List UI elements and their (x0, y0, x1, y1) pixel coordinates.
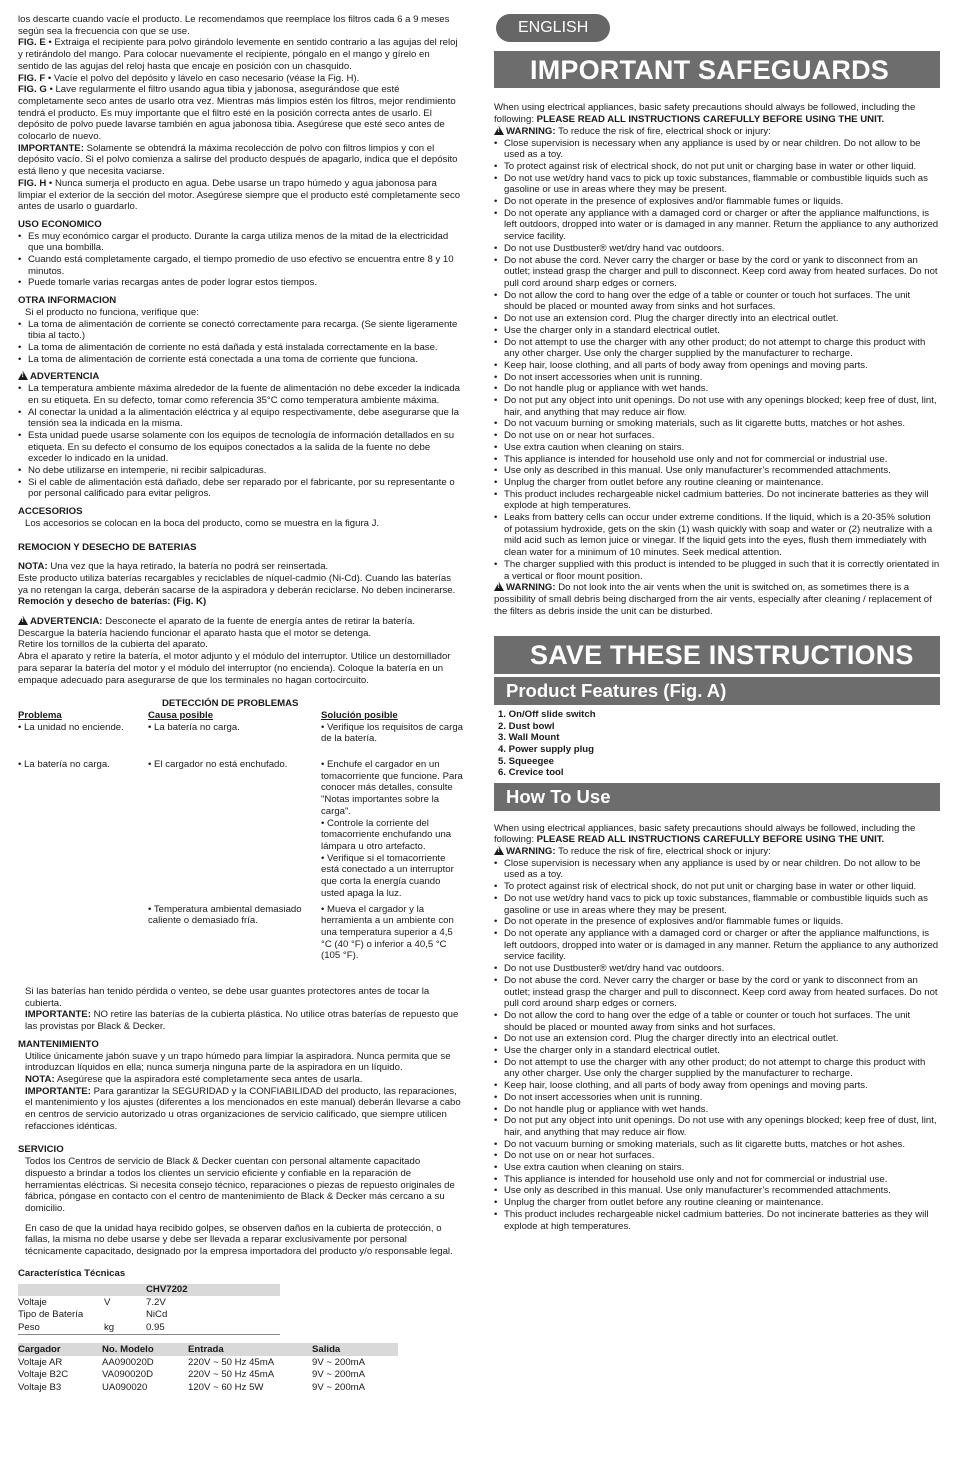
trouble-row (18, 759, 463, 899)
trouble-cell (18, 722, 148, 745)
feature-item: 4. Power supply plug (498, 744, 594, 755)
howto-item: • Do not use Dustbuster® wet/dry hand vac outdoors. (494, 963, 940, 975)
trouble-cell (18, 904, 148, 963)
safeguard-item: • Use the charger only in a standard electrical outlet. (494, 325, 940, 337)
mant-nota: NOTA: Asegúrese que la aspiradora esté completamente seca antes de usarla. (25, 1073, 363, 1085)
warning-icon (494, 126, 504, 135)
fig-label: FIG. F (18, 72, 46, 84)
howto-item: • Close supervision is necessary when any appliance is used by or near children. Do not allow to be used as a toy. (494, 858, 940, 881)
uso-item: • Puede tomarle varias recargas antes de poder lograr estos tiempos. (18, 277, 463, 289)
safeguard-item: • Leaks from battery cells can occur under extreme conditions. If the liquid, which is a 20-35% solution of potassium hydroxide, gets on the skin (1) wash quickly with soap and water or (2) neutralize with a mild acid such as lemon juice or vinegar. If the liquid gets into the eyes, flush them immediately with clean water for a minimum of 10 minutes. Seek medical attention. (494, 512, 940, 559)
charger-head-1: No. Modelo (102, 1343, 188, 1356)
trouble-line: • Mueva el cargador y la herramienta a un ambiente con una temperatura superior a 4,5 °C (40 °F) o inferior a 40,5 °C (105 °F). (321, 903, 454, 962)
acc-text: Los accesorios se colocan en la boca del producto, como se muestra en la figura J. (25, 517, 380, 529)
rem-fig: Remoción y desecho de baterías: (Fig. K) (18, 596, 207, 608)
fig-text: • Extraiga el recipiente para polvo girándolo levemente en sentido contrario a las agujas del reloj y retirándolo del mango. Para colocar nuevamente el recipiente, póngalo en el mango y gírelo en sentido de las agujas del reloj hasta que encaje en posición con un chasquido. (18, 37, 458, 72)
howto-item: • Use only as described in this manual. Use only manufacturer’s recommended attachments. (494, 1185, 940, 1197)
fig-paragraph (18, 84, 463, 143)
safeguard-item: • Do not operate any appliance with a damaged cord or charger or after the appliance malfunctions, is left outdoors, dropped into water or is damaged in any manner. Return the appliance to any authorized service facility. (494, 208, 940, 243)
trouble-cell (321, 759, 463, 899)
mant-text: Utilice únicamente jabón suave y un trapo húmedo para limpiar la aspiradora. Nunca permita que se introduzcan líquidos en ella; nunca sumerja ninguna parte de la aspiradora en un líquido. (25, 1050, 451, 1074)
trouble-cell (18, 759, 148, 899)
safeguard-item: • This product includes rechargeable nickel cadmium batteries. Do not incinerate batteries as they will explode at high temperatures. (494, 489, 940, 512)
safeguard-item: • To protect against risk of electrical shock, do not put unit or charging base in water or other liquid. (494, 161, 940, 173)
warning-icon (18, 616, 28, 625)
trouble-title: DETECCIÓN DE PROBLEMAS (162, 698, 299, 710)
howto-item: • Do not insert accessories when unit is running. (494, 1092, 940, 1104)
trouble-line: • Temperatura ambiental demasiado caliente o demasiado fría. (148, 903, 302, 927)
charger-cell: Voltaje AR (18, 1356, 63, 1368)
fig-text: • Lave regularmente el filtro usando agua tibia y jabonosa, asegurándose que esté completamente seco antes de usarlo otra vez. Mientras más limpios estén los filtros, mejor rendimiento tendrá el producto. Es muy importante que el filtro esté en la posición correcta antes de usarlo. El depósito de polvo puede lavarse también en agua jabonosa tibia. Asegúrese que esté seco antes de colocarlo de nuevo. (18, 84, 456, 143)
acc-title: ACCESORIOS (18, 506, 83, 518)
spec-cell: NiCd (146, 1309, 168, 1321)
save-title: SAVE THESE INSTRUCTIONS (494, 636, 940, 674)
trouble-cell (148, 759, 321, 899)
fig-label: FIG. H (18, 177, 47, 189)
howto-item: • Do not put any object into unit openings. Do not use with any openings blocked; keep free of dust, lint, hair, and anything that may reduce air flow. (494, 1115, 940, 1138)
trouble-row (18, 722, 463, 745)
safeguards-intro: When using electrical appliances, basic safety precautions should always be followed, including the following: PLEASE READ ALL INSTRUCTIONS CAREFULLY BEFORE USING THE UNIT. (494, 102, 916, 126)
spec-cell: V (104, 1296, 111, 1308)
safeguard-item: • Do not use on or near hot surfaces. (494, 430, 940, 442)
safeguard-item: • Do not attempt to use the charger with any other product; do not attempt to charge this product with any other charger. Use only the charger supplied by the manufacturer to recharge. (494, 337, 940, 360)
howto-item: • Do not vacuum burning or smoking materials, such as lit cigarette butts, matches or hot ashes. (494, 1139, 940, 1151)
intro-text: los descarte cuando vacíe el producto. Le recomendamos que reemplace los filtros cada 6 a 9 meses según sea la frecuencia con que se use. (18, 14, 450, 37)
charger-row (18, 1356, 398, 1369)
otra-intro: Si el producto no funciona, verifique que: (25, 306, 199, 318)
trouble-head-solution: Solución posible (321, 709, 398, 721)
spec-cell: 7.2V (146, 1296, 166, 1308)
howto-item: • Do not attempt to use the charger with any other product; do not attempt to charge this product with any other charger. Use only the charger supplied by the manufacturer to recharge. (494, 1057, 940, 1080)
fig-paragraph (18, 37, 463, 72)
trouble-line: • La batería no carga. (18, 759, 110, 771)
adv-item: • Al conectar la unidad a la alimentación eléctrica y al equipo respectivamente, debe asegurarse que la tensión sea la indicada en la misma. (18, 407, 463, 430)
safeguards-warning-2: !WARNING: Do not look into the air vents when the unit is switched on, as sometimes there is a possibility of small debris being discharged from the air vents, especially after cleaning / replacement of the filters as debris inside the unit can be disturbed. (494, 582, 940, 617)
otra-item: • La toma de alimentación de corriente está conectada a una toma de corriente que funciona. (18, 354, 463, 366)
serv-title: SERVICIO (18, 1144, 64, 1156)
safeguard-item: • Do not put any object into unit openings. Do not use with any openings blocked; keep free of dust, lint, hair, and anything that may reduce air flow. (494, 395, 940, 418)
mant-title: MANTENIMIENTO (18, 1038, 99, 1050)
safeguard-item: • This appliance is intended for household use only and not for commercial or industrial use. (494, 454, 940, 466)
safeguards-list (494, 138, 940, 583)
safeguard-item: • Do not operate in the presence of explosives and/or flammable fumes or liquids. (494, 196, 940, 208)
warning-icon (18, 371, 28, 380)
fig-paragraph (18, 178, 463, 213)
trouble-line: • La unidad no enciende. (18, 721, 124, 733)
otra-title: OTRA INFORMACION (18, 295, 117, 307)
uso-list (18, 231, 463, 290)
safeguard-item: • Do not use Dustbuster® wet/dry hand vac outdoors. (494, 243, 940, 255)
otra-list (18, 319, 463, 366)
trouble-line: • Enchufe el cargador en un tomacorriente que funcione. Para conocer más detalles, consulte "Notas importantes sobre la carga". (321, 759, 463, 817)
adv-list (18, 383, 463, 500)
charger-cell: 9V ~ 200mA (312, 1369, 366, 1381)
safeguard-item: • Do not use an extension cord. Plug the charger directly into an electrical outlet. (494, 313, 940, 325)
adv-item: • No debe utilizarse en intemperie, ni recibir salpicaduras. (18, 465, 463, 477)
safeguard-item: • Do not abuse the cord. Never carry the charger or base by the cord or yank to disconnect from an outlet; instead grasp the charger and pull to disconnect. Keep cord away from heated surfaces. Do not pull cord around sharp edges or corners. (494, 255, 940, 290)
charger-row (18, 1381, 398, 1394)
safeguard-item: • Use only as described in this manual. Use only manufacturer’s recommended attachments. (494, 465, 940, 477)
spec-table (18, 1284, 280, 1336)
charger-cell: 220V ~ 50 Hz 45mA (188, 1369, 275, 1381)
spec-cell: kg (104, 1322, 146, 1335)
trouble-head-cause: Causa posible (148, 709, 214, 721)
features-title: Product Features (Fig. A) (494, 677, 940, 705)
howto-intro: When using electrical appliances, basic safety precautions should always be followed, including the following: PLEASE READ ALL INSTRUCTIONS CAREFULLY BEFORE USING THE UNIT. (494, 822, 916, 846)
fig-paragraph (18, 73, 463, 85)
spec-cell: 0.95 (146, 1322, 280, 1335)
howto-item: • Do not abuse the cord. Never carry the charger or base by the cord or yank to disconnect from an outlet; instead grasp the charger and pull to disconnect. Keep cord away from heated surfaces. Do not pull cord around sharp edges or corners. (494, 975, 940, 1010)
trouble-line: • La batería no carga. (148, 721, 240, 733)
safeguard-item: • Do not insert accessories when unit is running. (494, 372, 940, 384)
serv-text1: Todos los Centros de servicio de Black & Decker cuentan con personal altamente capacitado dispuesto a brindar a todos los clientes un servicio eficiente y confiable en la reparación de herramientas eléctricas. Si necesita consejo técnico, reparaciones o piezas de repuesto originales de fábrica, póngase en contacto con el centro de mantenimiento de Black & Decker más cercano a su domicilio. (25, 1156, 455, 1214)
charger-cell: UA090020 (102, 1381, 148, 1393)
spec-row (18, 1322, 280, 1335)
fig-list (18, 37, 463, 213)
english-column (494, 14, 940, 1232)
howto-item: • Keep hair, loose clothing, and all parts of body away from openings and moving parts. (494, 1080, 940, 1092)
charger-cell: AA090020D (102, 1356, 154, 1368)
safeguard-item: • Do not vacuum burning or smoking materials, such as lit cigarette butts, matches or hot ashes. (494, 418, 940, 430)
otra-item: • La toma de alimentación de corriente se conectó correctamente para recarga. (Se siente ligeramente tibia al tacto.) (18, 319, 463, 342)
charger-table (18, 1343, 398, 1394)
trouble-line: • El cargador no está enchufado. (148, 759, 288, 771)
rem-nota: NOTA: Una vez que la haya retirado, la batería no podrá ser reinsertada. (18, 561, 329, 573)
charger-cell: 220V ~ 50 Hz 45mA (188, 1356, 275, 1368)
fig-label: IMPORTANTE: (18, 142, 84, 154)
feature-item: 5. Squeegee (498, 755, 554, 767)
howto-item: • Do not use on or near hot surfaces. (494, 1150, 940, 1162)
uso-item: • Cuando está completamente cargado, el tiempo promedio de uso efectivo se encuentra entre 8 y 10 minutos. (18, 254, 463, 277)
trouble-head-problem: Problema (18, 709, 62, 721)
bat-imp: IMPORTANTE: NO retire las baterías de la cubierta plástica. No utilice otras baterías de repuesto que las provistas por Black & Decker. (25, 1009, 459, 1033)
rem-step-3: Abra el aparato y retire la batería, el motor adjunto y el módulo del interruptor. Utilice un destornillador para separar la batería del motor y el módulo del interruptor (no encienda). Coloque la batería en un empaque adecuado para asegurarse de que los terminales no hagan cortocircuito. (18, 651, 451, 686)
feature-item: 2. Dust bowl (498, 720, 555, 732)
warning-icon (494, 582, 504, 591)
howto-item: • Use extra caution when cleaning on stairs. (494, 1162, 940, 1174)
trouble-cell (321, 722, 463, 745)
bat-text: Si las baterías han tenido pérdida o venteo, se debe usar guantes protectores antes de tocar la cubierta. (25, 986, 430, 1009)
charger-cell: 120V ~ 60 Hz 5W (188, 1381, 264, 1393)
trouble-cell (148, 722, 321, 745)
safeguard-item: • Unplug the charger from outlet before any routine cleaning or maintenance. (494, 477, 940, 489)
adv-item: • La temperatura ambiente máxima alrededor de la fuente de alimentación no debe exceder la indicada en su etiqueta. En su defecto, tomar como referencia 35°C como temperatura ambiente máxima. (18, 383, 463, 406)
charger-head-0: Cargador (18, 1343, 102, 1356)
fig-paragraph (18, 143, 463, 178)
howto-item: • Do not use an extension cord. Plug the charger directly into an electrical outlet. (494, 1033, 940, 1045)
adv-title: !ADVERTENCIA (18, 371, 463, 383)
uso-title: USO ECONOMICO (18, 218, 102, 230)
safeguard-item: • Close supervision is necessary when any appliance is used by or near children. Do not allow to be used as a toy. (494, 138, 940, 161)
rem-text1: Este producto utiliza baterías recargables y reciclables de níquel-cadmio (Ni-Cd). Cuando las baterías ya no retengan la carga, deberán sacarse de la aspiradora y deberán reciclarse. No deben incinerarse. (18, 572, 456, 596)
spec-model: CHV7202 (146, 1284, 280, 1297)
rem-adv: !ADVERTENCIA: Desconecte el aparato de la fuente de energía antes de retirar la batería. (18, 616, 463, 628)
howto-item: • Unplug the charger from outlet before any routine cleaning or maintenance. (494, 1197, 940, 1209)
feature-item: 6. Crevice tool (498, 767, 564, 779)
spanish-column (18, 14, 463, 1394)
fig-label: FIG. G (18, 84, 47, 96)
safeguard-item: • The charger supplied with this product is intended to be plugged in such that it is correctly orientated in a vertical or floor mount position. (494, 559, 940, 582)
charger-cell: 9V ~ 200mA (312, 1356, 366, 1368)
safeguards-title: IMPORTANT SAFEGUARDS (494, 51, 940, 89)
charger-cell: Voltaje B3 (18, 1381, 62, 1393)
safeguards-warning: !WARNING: To reduce the risk of fire, electrical shock or injury: (494, 126, 940, 138)
trouble-line: • Controle la corriente del tomacorriente enchufando una lámpara u otro artefacto. (321, 817, 452, 852)
spec-cell: Peso (18, 1322, 104, 1335)
charger-row (18, 1369, 398, 1382)
trouble-row (18, 904, 463, 963)
spec-title: Característica Técnicas (18, 1267, 126, 1279)
fig-text: • Nunca sumerja el producto en agua. Debe usarse un trapo húmedo y agua jabonosa para limpiar el exterior de la sección del motor. Asegúrese siempre que el producto esté completamente seco antes de usarlo o guardarlo. (18, 177, 461, 213)
uso-item: • Es muy económico cargar el producto. Durante la carga utiliza menos de la mitad de la electricidad que una bombilla. (18, 231, 463, 254)
spec-cell: Tipo de Batería (18, 1309, 84, 1321)
spec-cell (104, 1309, 146, 1322)
adv-item: • Esta unidad puede usarse solamente con los equipos de tecnología de información detallados en su etiqueta. En su defecto el consumo de los equipos conectados a la salida de la fuente no debe exceder lo indicado en la unidad. (18, 430, 463, 465)
features-list (494, 709, 940, 779)
trouble-cell (321, 904, 463, 963)
howto-warning: !WARNING: To reduce the risk of fire, electrical shock or injury: (494, 846, 940, 858)
charger-cell: Voltaje B2C (18, 1369, 69, 1381)
trouble-table (18, 710, 463, 966)
serv-text2: En caso de que la unidad haya recibido golpes, se observen daños en la cubierta de protección, o fallas, la misma no debe usarse y debe ser llevada a reparar exclusivamente por personal técnicamente capacitado, designado por la empresa importadora del producto y/o responsable legal. (25, 1222, 453, 1258)
howto-item: • Do not operate any appliance with a damaged cord or charger or after the appliance malfunctions, is left outdoors, dropped into water or is damaged in any manner. Return the appliance to any authorized service facility. (494, 928, 940, 963)
charger-cell: VA090020D (102, 1369, 154, 1381)
rem-step-1: Descargue la batería haciendo funcionar el aparato hasta que el motor se detenga. (18, 627, 372, 639)
feature-item: 1. On/Off slide switch (498, 708, 596, 720)
howto-item: • Use the charger only in a standard electrical outlet. (494, 1045, 940, 1057)
adv-item: • Si el cable de alimentación está dañado, debe ser reparado por el fabricante, por su representante o por personal calificado para evitar peligros. (18, 477, 463, 500)
fig-text: • Vacíe el polvo del depósito y lávelo en caso necesario (véase la Fig. H). (45, 72, 360, 84)
howto-item: • This product includes rechargeable nickel cadmium batteries. Do not incinerate batteries as they will explode at high temperatures. (494, 1209, 940, 1232)
trouble-line: • Verifique si el tomacorriente está conectado a un interruptor que corta la energía cuando usted apaga la luz. (321, 852, 454, 899)
rem-step-2: Retire los tornillos de la cubierta del aparato. (18, 639, 208, 651)
spec-row (18, 1309, 280, 1322)
howto-item: • Do not use wet/dry hand vacs to pick up toxic substances, flammable or combustible liquids such as gasoline or use in areas where they may be present. (494, 893, 940, 916)
safeguard-item: • Keep hair, loose clothing, and all parts of body away from openings and moving parts. (494, 360, 940, 372)
spec-row (18, 1296, 280, 1309)
safeguard-item: • Do not use wet/dry hand vacs to pick up toxic substances, flammable or combustible liquids such as gasoline or use in areas where they may be present. (494, 173, 940, 196)
spec-cell: Voltaje (18, 1296, 47, 1308)
safeguard-item: • Do not allow the cord to hang over the edge of a table or counter or touch hot surfaces. The unit should be placed or mounted away from sinks and hot surfaces. (494, 290, 940, 313)
howto-item: • To protect against risk of electrical shock, do not put unit or charging base in water or other liquid. (494, 881, 940, 893)
safeguard-item: • Use extra caution when cleaning on stairs. (494, 442, 940, 454)
charger-head-2: Entrada (188, 1343, 312, 1356)
howto-list (494, 858, 940, 1233)
charger-cell: 9V ~ 200mA (312, 1381, 366, 1393)
howto-title: How To Use (494, 783, 940, 811)
howto-item: • This appliance is intended for household use only and not for commercial or industrial use. (494, 1174, 940, 1186)
howto-item: • Do not handle plug or appliance with wet hands. (494, 1104, 940, 1116)
warning-icon (494, 846, 504, 855)
trouble-cell (148, 904, 321, 963)
otra-item: • La toma de alimentación de corriente no está dañada y está instalada correctamente en la base. (18, 342, 463, 354)
language-badge: ENGLISH (496, 14, 610, 42)
rem-title: REMOCION Y DESECHO DE BATERIAS (18, 541, 197, 553)
howto-item: • Do not allow the cord to hang over the edge of a table or counter or touch hot surfaces. The unit should be placed or mounted away from sinks and hot surfaces. (494, 1010, 940, 1033)
mant-imp: IMPORTANTE: Para garantizar la SEGURIDAD y la CONFIABILIDAD del producto, las reparaciones, el mantenimiento y los ajustes (diferentes a los mencionados en este manual) deberán llevarse a cabo en centros de servicio autorizado u otras organizaciones de servicio calificado, que siempre utilicen refacciones idénticas. (25, 1085, 461, 1132)
fig-label: FIG. E (18, 37, 46, 49)
safeguard-item: • Do not handle plug or appliance with wet hands. (494, 383, 940, 395)
feature-item: 3. Wall Mount (498, 732, 560, 744)
charger-head-3: Salida (312, 1343, 398, 1356)
trouble-line: • Verifique los requisitos de carga de la batería. (321, 721, 464, 745)
fig-text: Solamente se obtendrá la máxima recolección de polvo con filtros limpios y con el depósito vacío. Si el polvo comienza a salirse del producto después de apagarlo, indica que el depósito está lleno y que necesita vaciarse. (18, 142, 458, 178)
howto-item: • Do not operate in the presence of explosives and/or flammable fumes or liquids. (494, 916, 940, 928)
